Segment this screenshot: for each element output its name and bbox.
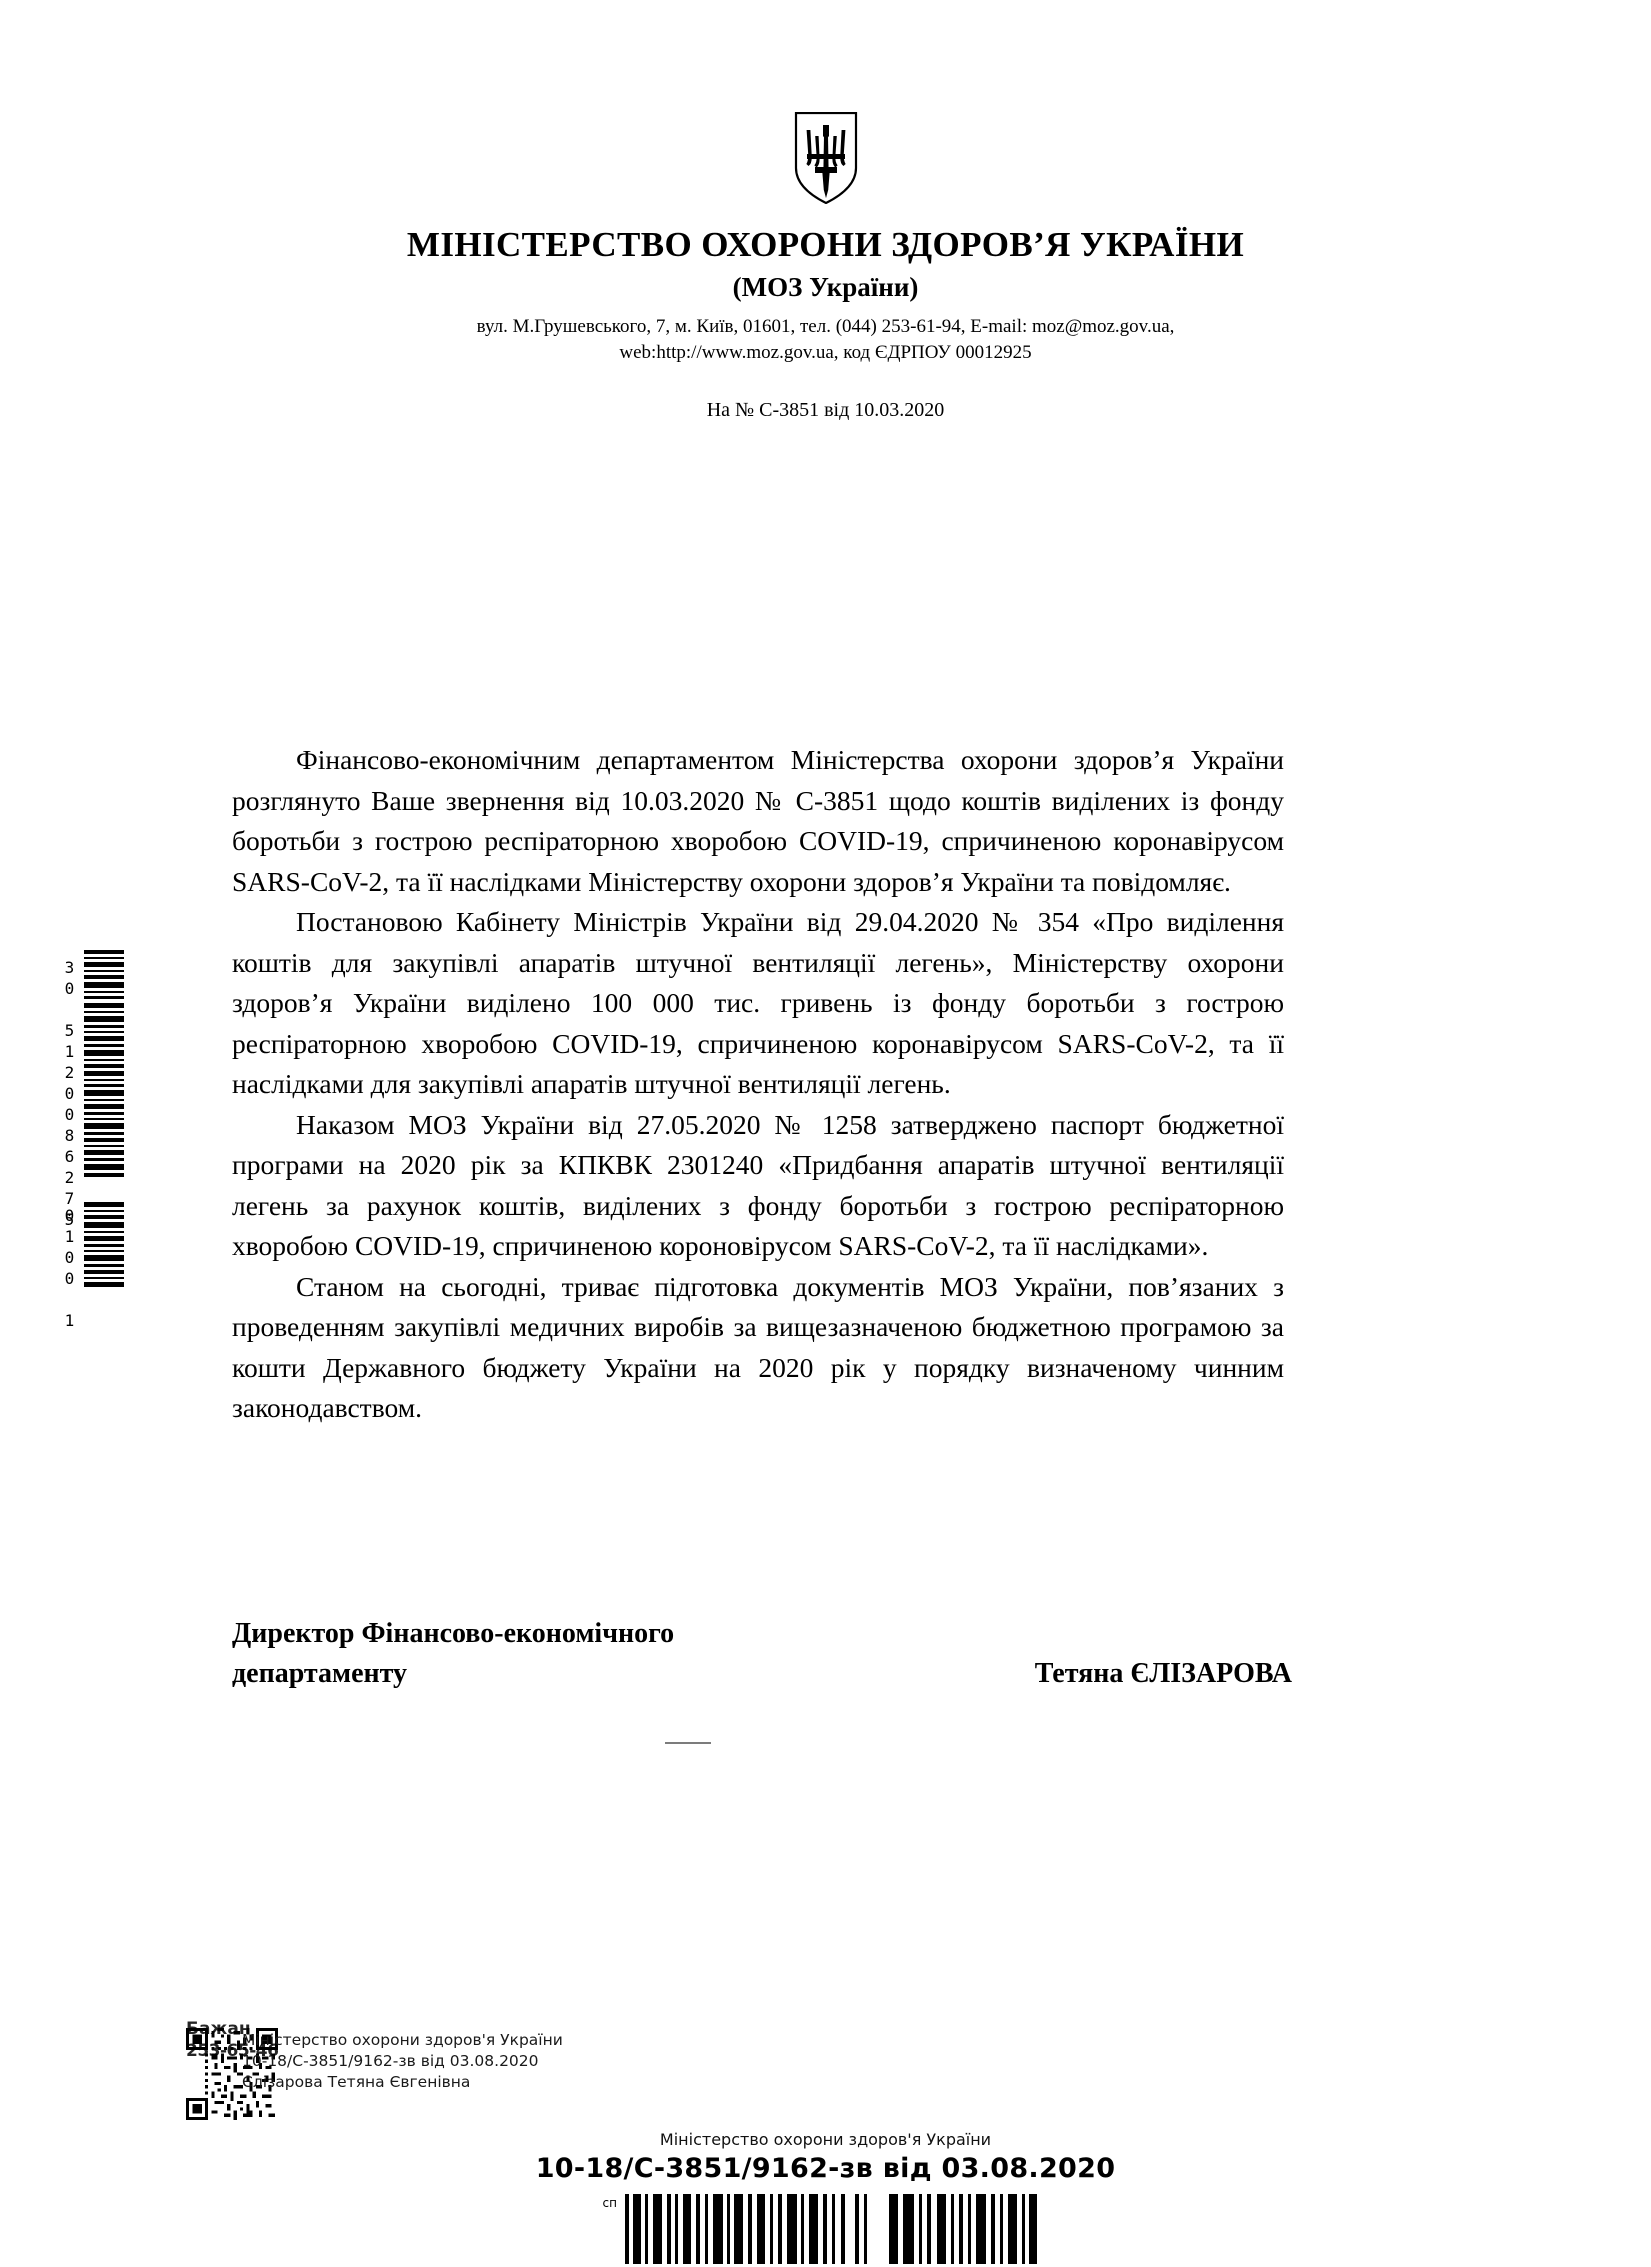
executor-name: Бажан bbox=[186, 2019, 251, 2039]
executor-note bbox=[186, 2018, 278, 2062]
letter-body bbox=[232, 740, 1284, 1429]
signature-mark bbox=[665, 1742, 711, 1744]
executor-phone: 253-65-46 bbox=[186, 2041, 279, 2061]
signature-block bbox=[232, 1614, 1292, 1694]
vertical-barcode-number-bottom: 0100 1 bbox=[60, 1206, 79, 1332]
body-paragraph: Наказом МОЗ України від 27.05.2020 № 1258 затверджено паспорт бюджетної програми на 2020 рік за КПКВК 2301240 «Придбання апаратів штучної вентиляції легень за рахунок коштів, виділених з фонду боротьби з гострою респіраторною хворобою COVID-19, спричиненою короновірусом SARS-CoV-2, та її наслідками». bbox=[232, 1108, 1284, 1261]
body-paragraph: Фінансово-економічним департаментом Міністерства охорони здоров’я України розглянуто Ваше звернення від 10.03.2020 № С-3851 щодо коштів виділених із фонду боротьби з гострою респіраторною хворобою COVID-19, спричиненою коронавірусом SARS-CoV-2, та її наслідками Міністерству охорони здоров’я України та повідомляє. bbox=[232, 744, 1284, 897]
body-paragraph: Постановою Кабінету Міністрів України від 29.04.2020 № 354 «Про виділення коштів для закупівлі апаратів штучної вентиляції легень», Міністерству охорони здоров’я України виділено 100 000 тис. гривень із фонду боротьби з гострою респіраторною хворобою COVID-19, спричиненою коронавірусом SARS-CoV-2, та її наслідками для закупівлі апаратів штучної вентиляції легень. bbox=[232, 906, 1284, 1099]
footer-organization: Міністерство охорони здоров'я України bbox=[659, 2130, 992, 2149]
vertical-barcode-number-top: 30 5120086275 bbox=[60, 958, 79, 1231]
vertical-barcode-icon bbox=[58, 948, 124, 1332]
footer-barcode-label: сп bbox=[602, 2196, 617, 2210]
letterhead bbox=[0, 0, 1651, 422]
footer-reference: 10-18/С-3851/9162-зв від 03.08.2020 bbox=[535, 2153, 1116, 2184]
stamp-reference: 10-18/С-3851/9162-зв від 03.08.2020 bbox=[242, 2052, 539, 2070]
signer-title-line-1: Директор Фінансово-економічного bbox=[232, 1618, 675, 1649]
signer-title-line-2: департаменту bbox=[232, 1658, 408, 1689]
organization-address-line-2: web:http://www.moz.gov.ua, код ЄДРПОУ 00012925 bbox=[619, 341, 1032, 363]
stamp-organization: Міністерство охорони здоров'я України bbox=[242, 2031, 563, 2049]
incoming-reference-line: На № С-3851 від 10.03.2020 bbox=[706, 399, 945, 422]
ukraine-trident-coat-of-arms-icon bbox=[794, 0, 858, 204]
body-paragraph: Станом на сьогодні, триває підготовка документів МОЗ України, пов’язаних з проведенням закупівлі медичних виробів за вищезазначеною бюджетною програмою за кошти Державного бюджету України на 2020 рік у порядку визначеному чинним законодавством. bbox=[232, 1270, 1284, 1423]
stamp-text bbox=[242, 2030, 563, 2093]
organization-short-name: (МОЗ України) bbox=[732, 271, 919, 302]
organization-address-line-1: вул. М.Грушевського, 7, м. Київ, 01601, тел. (044) 253-61-94, E-mail: moz@moz.gov.ua, bbox=[476, 316, 1175, 338]
signer-name: Тетяна ЄЛІЗАРОВА bbox=[1034, 1658, 1292, 1689]
organization-title: МІНІСТЕРСТВО ОХОРОНИ ЗДОРОВ’Я УКРАЇНИ bbox=[406, 225, 1245, 264]
electronic-signature-stamp bbox=[186, 2019, 656, 2132]
footer-registration-block bbox=[0, 2130, 1651, 2266]
stamp-signer: Єлізарова Тетяна Євгенівна bbox=[242, 2073, 471, 2091]
signer-title bbox=[232, 1614, 852, 1694]
horizontal-barcode-icon bbox=[623, 2194, 1041, 2264]
